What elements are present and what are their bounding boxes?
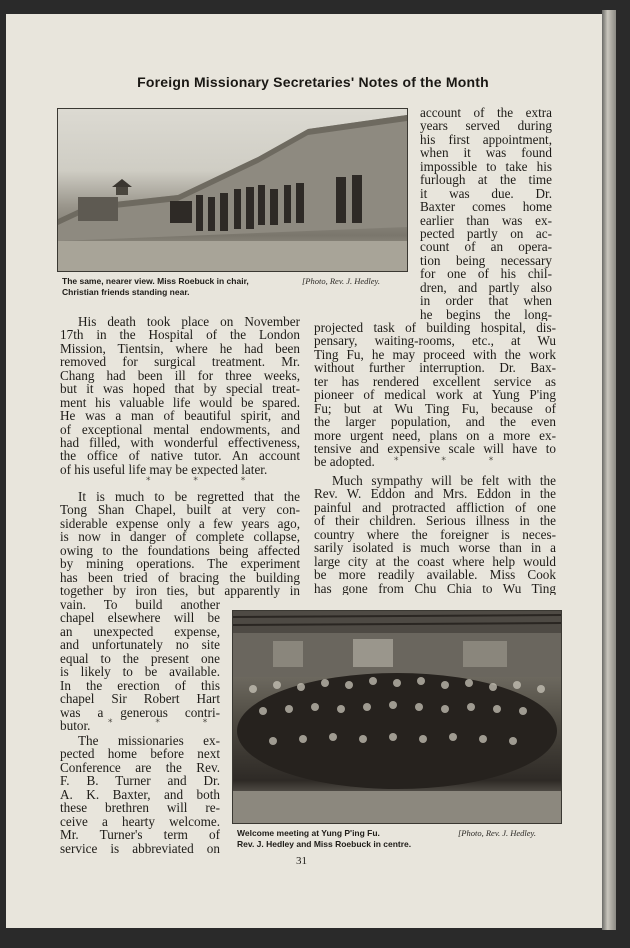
section-divider-stars: * * * bbox=[146, 476, 266, 486]
text-line: pected home before next bbox=[60, 746, 220, 762]
text-line: in order that when bbox=[420, 293, 552, 309]
text-line: together by iron ties, but apparently in bbox=[60, 583, 300, 598]
text-line: is now in danger of complete collapse, bbox=[60, 529, 300, 545]
text-line: without further interruption. Dr. Bax- bbox=[314, 360, 556, 376]
text-line: removed for surgical treatment. Mr. bbox=[60, 354, 300, 370]
text-line: country where the foreigner is neces- bbox=[314, 526, 556, 542]
text-line: Fu; but at Wu Ting Fu, because of bbox=[314, 400, 556, 416]
text-line: by mining operations. The experiment bbox=[60, 556, 300, 572]
left-paragraph-death bbox=[60, 315, 300, 476]
text-line: ceive a hearty welcome. bbox=[60, 813, 220, 829]
photo-city-wall bbox=[57, 108, 408, 272]
photo1-credit: [Photo, Rev. J. Hedley. bbox=[302, 276, 380, 286]
text-line: owing to the foundations being affected bbox=[60, 542, 300, 558]
text-line: Mission, Tientsin, where he had been bbox=[60, 340, 300, 356]
text-line: 17th in the Hospital of the London bbox=[60, 327, 300, 343]
page-number: 31 bbox=[296, 855, 307, 867]
text-line: Baxter comes home bbox=[420, 199, 552, 215]
text-line: but it was hoped that by special treat- bbox=[60, 381, 300, 397]
text-line: is likely to be available. bbox=[60, 664, 220, 680]
text-line: pensary, waiting-rooms, etc., at Wu bbox=[314, 333, 556, 349]
text-line: pioneer of medical work at Yung P'ing bbox=[314, 387, 556, 403]
text-line: chapel elsewhere will be bbox=[60, 610, 220, 626]
page-edge bbox=[602, 10, 616, 930]
text-line: pected partly on ac- bbox=[420, 225, 552, 241]
text-line: In the erection of this bbox=[60, 677, 220, 693]
photo2-credit: [Photo, Rev. J. Hedley. bbox=[458, 828, 536, 838]
text-line: of exceptional mental endowments, and bbox=[60, 421, 300, 437]
text-line: be more readily available. Miss Cook bbox=[314, 567, 556, 583]
right-column-top-narrow bbox=[420, 106, 552, 321]
text-line: It is much to be regretted that the bbox=[78, 490, 300, 504]
left-paragraph-chapel-wide bbox=[60, 490, 300, 598]
text-line: F. B. Turner and Dr. bbox=[60, 773, 220, 789]
text-line: the larger population, and the even bbox=[314, 414, 556, 430]
text-line: The missionaries ex- bbox=[78, 734, 220, 748]
text-line: tion being necessary bbox=[420, 252, 552, 268]
text-line: painful and protracted affliction of one bbox=[314, 499, 556, 515]
text-line: for one of his chil- bbox=[420, 266, 552, 282]
text-line: be adopted. bbox=[314, 454, 375, 469]
section-divider-stars-2: * * * bbox=[108, 718, 228, 728]
text-line: the office of native tutor. An account bbox=[60, 448, 300, 464]
text-line: He was a man of beautiful spirit, and bbox=[60, 408, 300, 424]
text-line: and unfortunately no site bbox=[60, 637, 220, 653]
running-header: Foreign Missionary Secretaries' Notes of the Month bbox=[137, 74, 489, 90]
text-line: chapel Sir Robert Hart bbox=[60, 691, 220, 707]
text-line: years served during bbox=[420, 118, 552, 134]
text-line: sarily isolated is much worse than in a bbox=[314, 540, 556, 556]
right-column-top-wide bbox=[314, 321, 556, 469]
text-line: Mr. Turner's term of bbox=[60, 827, 220, 843]
text-line: tensive and expensive scale will have to bbox=[314, 440, 556, 456]
text-line: has been tried of bracing the building bbox=[60, 569, 300, 585]
photo2-caption: Welcome meeting at Yung P'ing Fu. Rev. J. Hedley and Miss Roebuck in centre. bbox=[237, 828, 412, 849]
text-line: large city at the coast where help would bbox=[314, 553, 556, 569]
text-line: A. K. Baxter, and both bbox=[60, 786, 220, 802]
text-line: an unexpected expense, bbox=[60, 623, 220, 639]
text-line: equal to the present one bbox=[60, 650, 220, 666]
text-line: Much sympathy will be felt with the bbox=[332, 474, 556, 488]
text-line: butor. bbox=[60, 717, 91, 733]
text-line: His death took place on November bbox=[78, 315, 300, 329]
text-line: was a generous contri- bbox=[60, 704, 220, 720]
text-line: more urgent need, plans on a more ex- bbox=[314, 427, 556, 443]
text-line: had filled, with wonderful effectiveness, bbox=[60, 434, 300, 450]
text-line: impossible to take his bbox=[420, 158, 552, 174]
right-paragraph-eddon bbox=[314, 474, 556, 595]
left-paragraph-missionaries bbox=[60, 734, 220, 855]
text-line: Chang had been ill for three weeks, bbox=[60, 367, 300, 383]
text-line: earlier than was ex- bbox=[420, 212, 552, 228]
text-line: ment his valuable life would be spared. bbox=[60, 394, 300, 410]
text-line: of his useful life may be expected later. bbox=[60, 461, 268, 477]
text-line: his first appointment, bbox=[420, 131, 552, 147]
text-line: siderable expense only a few years ago, bbox=[60, 515, 300, 531]
text-line: Tong Shan Chapel, built at very con- bbox=[60, 502, 300, 518]
photo-welcome-meeting bbox=[232, 610, 562, 824]
text-line: dren, and partly also bbox=[420, 279, 552, 295]
text-line: has gone from Chu Chia to Wu Ting bbox=[314, 580, 556, 595]
text-line: furlough at the time bbox=[420, 172, 552, 188]
text-line: projected task of building hospital, dis- bbox=[314, 321, 556, 335]
text-line: of their children. Serious illness in the bbox=[314, 513, 556, 529]
text-line: count of an opera- bbox=[420, 239, 552, 255]
text-line: it was due. Dr. bbox=[420, 185, 552, 201]
text-line: account of the extra bbox=[420, 106, 552, 120]
text-line: Conference are the Rev. bbox=[60, 759, 220, 775]
text-line: ter has rendered excellent service as bbox=[314, 373, 556, 389]
text-line: Rev. W. Eddon and Mrs. Eddon in the bbox=[314, 486, 556, 502]
section-divider-stars-3: * * * bbox=[394, 456, 514, 466]
photo1-caption: The same, nearer view. Miss Roebuck in chair, Christian friends standing near. bbox=[62, 276, 249, 297]
left-paragraph-chapel-narrow bbox=[60, 598, 220, 732]
text-line: he begins the long- bbox=[420, 306, 552, 321]
text-line: Ting Fu, he may proceed with the work bbox=[314, 346, 556, 362]
text-line: service is abbreviated on bbox=[60, 840, 220, 855]
text-line: these brethren will re- bbox=[60, 800, 220, 816]
text-line: vain. To build another bbox=[60, 598, 220, 612]
text-line: when it was found bbox=[420, 145, 552, 161]
